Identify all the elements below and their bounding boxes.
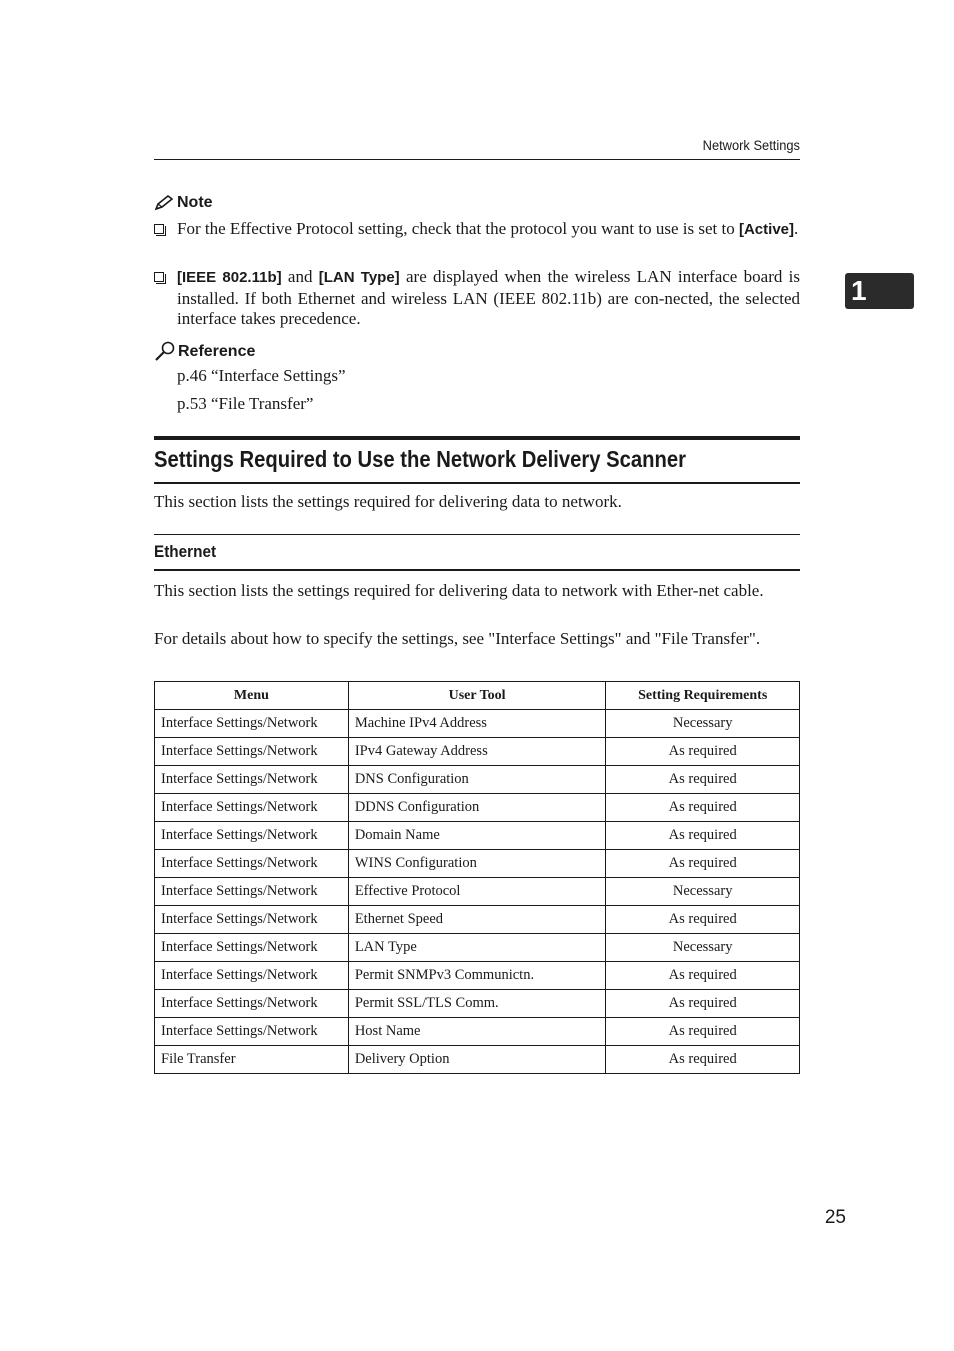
cell-user-tool: Delivery Option: [348, 1046, 606, 1074]
key-label: [IEEE 802.11b]: [177, 269, 282, 286]
note-item: [IEEE 802.11b] and [LAN Type] are displayed when the wireless LAN interface board is installed. If both Ethernet and wireless LAN (IEEE 802.11b) are con-nected, the selected interface takes precedence.: [154, 267, 800, 330]
key-label: [LAN Type]: [318, 269, 400, 286]
table-header-row: [155, 682, 800, 710]
cell-requirement: As required: [606, 1046, 800, 1074]
settings-table: [154, 681, 800, 1074]
cell-menu: Interface Settings/Network: [155, 710, 349, 738]
section-rule-top: [154, 436, 800, 440]
cell-requirement: As required: [606, 822, 800, 850]
cell-menu: Interface Settings/Network: [155, 766, 349, 794]
cell-user-tool: Ethernet Speed: [348, 906, 606, 934]
cell-requirement: Necessary: [606, 878, 800, 906]
cell-user-tool: LAN Type: [348, 934, 606, 962]
note-heading-label: Note: [177, 194, 213, 211]
column-header-setting-requirements: Setting Requirements: [606, 682, 800, 710]
cell-user-tool: Host Name: [348, 1018, 606, 1046]
cell-requirement: As required: [606, 738, 800, 766]
cell-menu: Interface Settings/Network: [155, 794, 349, 822]
cell-user-tool: Permit SSL/TLS Comm.: [348, 990, 606, 1018]
cell-requirement: As required: [606, 990, 800, 1018]
cell-requirement: As required: [606, 766, 800, 794]
cell-user-tool: DDNS Configuration: [348, 794, 606, 822]
note-item: For the Effective Protocol setting, check that the protocol you want to use is set to [Active].: [154, 219, 800, 241]
subsection-rule-bottom: [154, 569, 800, 571]
subsection-rule-top: [154, 534, 800, 535]
table-row: [155, 822, 800, 850]
checkbox-bullet-icon: [154, 272, 164, 282]
table-row: [155, 906, 800, 934]
section-intro: This section lists the settings required for delivering data to network.: [154, 492, 622, 511]
reference-link[interactable]: p.53 “File Transfer”: [177, 394, 314, 413]
reference-heading: [154, 341, 255, 361]
cell-menu: Interface Settings/Network: [155, 962, 349, 990]
table-row: [155, 1018, 800, 1046]
cell-requirement: As required: [606, 794, 800, 822]
column-header-menu: Menu: [155, 682, 349, 710]
cell-requirement: As required: [606, 1018, 800, 1046]
chapter-tab: 1: [845, 273, 914, 309]
cell-user-tool: WINS Configuration: [348, 850, 606, 878]
column-header-user-tool: User Tool: [348, 682, 606, 710]
cell-user-tool: IPv4 Gateway Address: [348, 738, 606, 766]
subsection-title: Ethernet: [154, 542, 217, 561]
checkbox-bullet-icon: [154, 224, 164, 234]
note-heading: [154, 194, 213, 212]
cell-menu: Interface Settings/Network: [155, 934, 349, 962]
magnifier-icon: [154, 341, 176, 361]
running-header: Network Settings: [702, 137, 800, 153]
cell-requirement: Necessary: [606, 934, 800, 962]
table-row: [155, 934, 800, 962]
cell-menu: Interface Settings/Network: [155, 1018, 349, 1046]
page-number: 25: [824, 1207, 846, 1228]
cell-requirement: As required: [606, 850, 800, 878]
section-title: Settings Required to Use the Network Delivery Scanner: [154, 446, 687, 472]
cell-user-tool: Domain Name: [348, 822, 606, 850]
table-row: [155, 990, 800, 1018]
cell-menu: Interface Settings/Network: [155, 738, 349, 766]
table-row: [155, 1046, 800, 1074]
cell-requirement: As required: [606, 906, 800, 934]
table-row: [155, 794, 800, 822]
cell-menu: Interface Settings/Network: [155, 878, 349, 906]
table-row: [155, 766, 800, 794]
pencil-icon: [154, 195, 174, 211]
reference-link[interactable]: p.46 “Interface Settings”: [177, 366, 346, 385]
key-label: [Active]: [738, 221, 794, 238]
table-row: [155, 738, 800, 766]
cell-requirement: Necessary: [606, 710, 800, 738]
subsection-paragraph: This section lists the settings required for delivering data to network with Ether-net cable.: [154, 581, 764, 600]
cell-user-tool: Machine IPv4 Address: [348, 710, 606, 738]
reference-heading-label: Reference: [178, 343, 256, 360]
cell-user-tool: DNS Configuration: [348, 766, 606, 794]
cell-menu: Interface Settings/Network: [155, 906, 349, 934]
cell-menu: Interface Settings/Network: [155, 990, 349, 1018]
cell-user-tool: Permit SNMPv3 Communictn.: [348, 962, 606, 990]
cell-menu: Interface Settings/Network: [155, 822, 349, 850]
cell-requirement: As required: [606, 962, 800, 990]
cell-menu: File Transfer: [155, 1046, 349, 1074]
table-row: [155, 850, 800, 878]
section-rule-bottom: [154, 482, 800, 484]
subsection-paragraph: For details about how to specify the settings, see "Interface Settings" and "File Transfer".: [154, 629, 761, 648]
table-row: [155, 710, 800, 738]
header-rule: [154, 159, 800, 160]
table-row: [155, 878, 800, 906]
cell-menu: Interface Settings/Network: [155, 850, 349, 878]
cell-user-tool: Effective Protocol: [348, 878, 606, 906]
table-row: [155, 962, 800, 990]
